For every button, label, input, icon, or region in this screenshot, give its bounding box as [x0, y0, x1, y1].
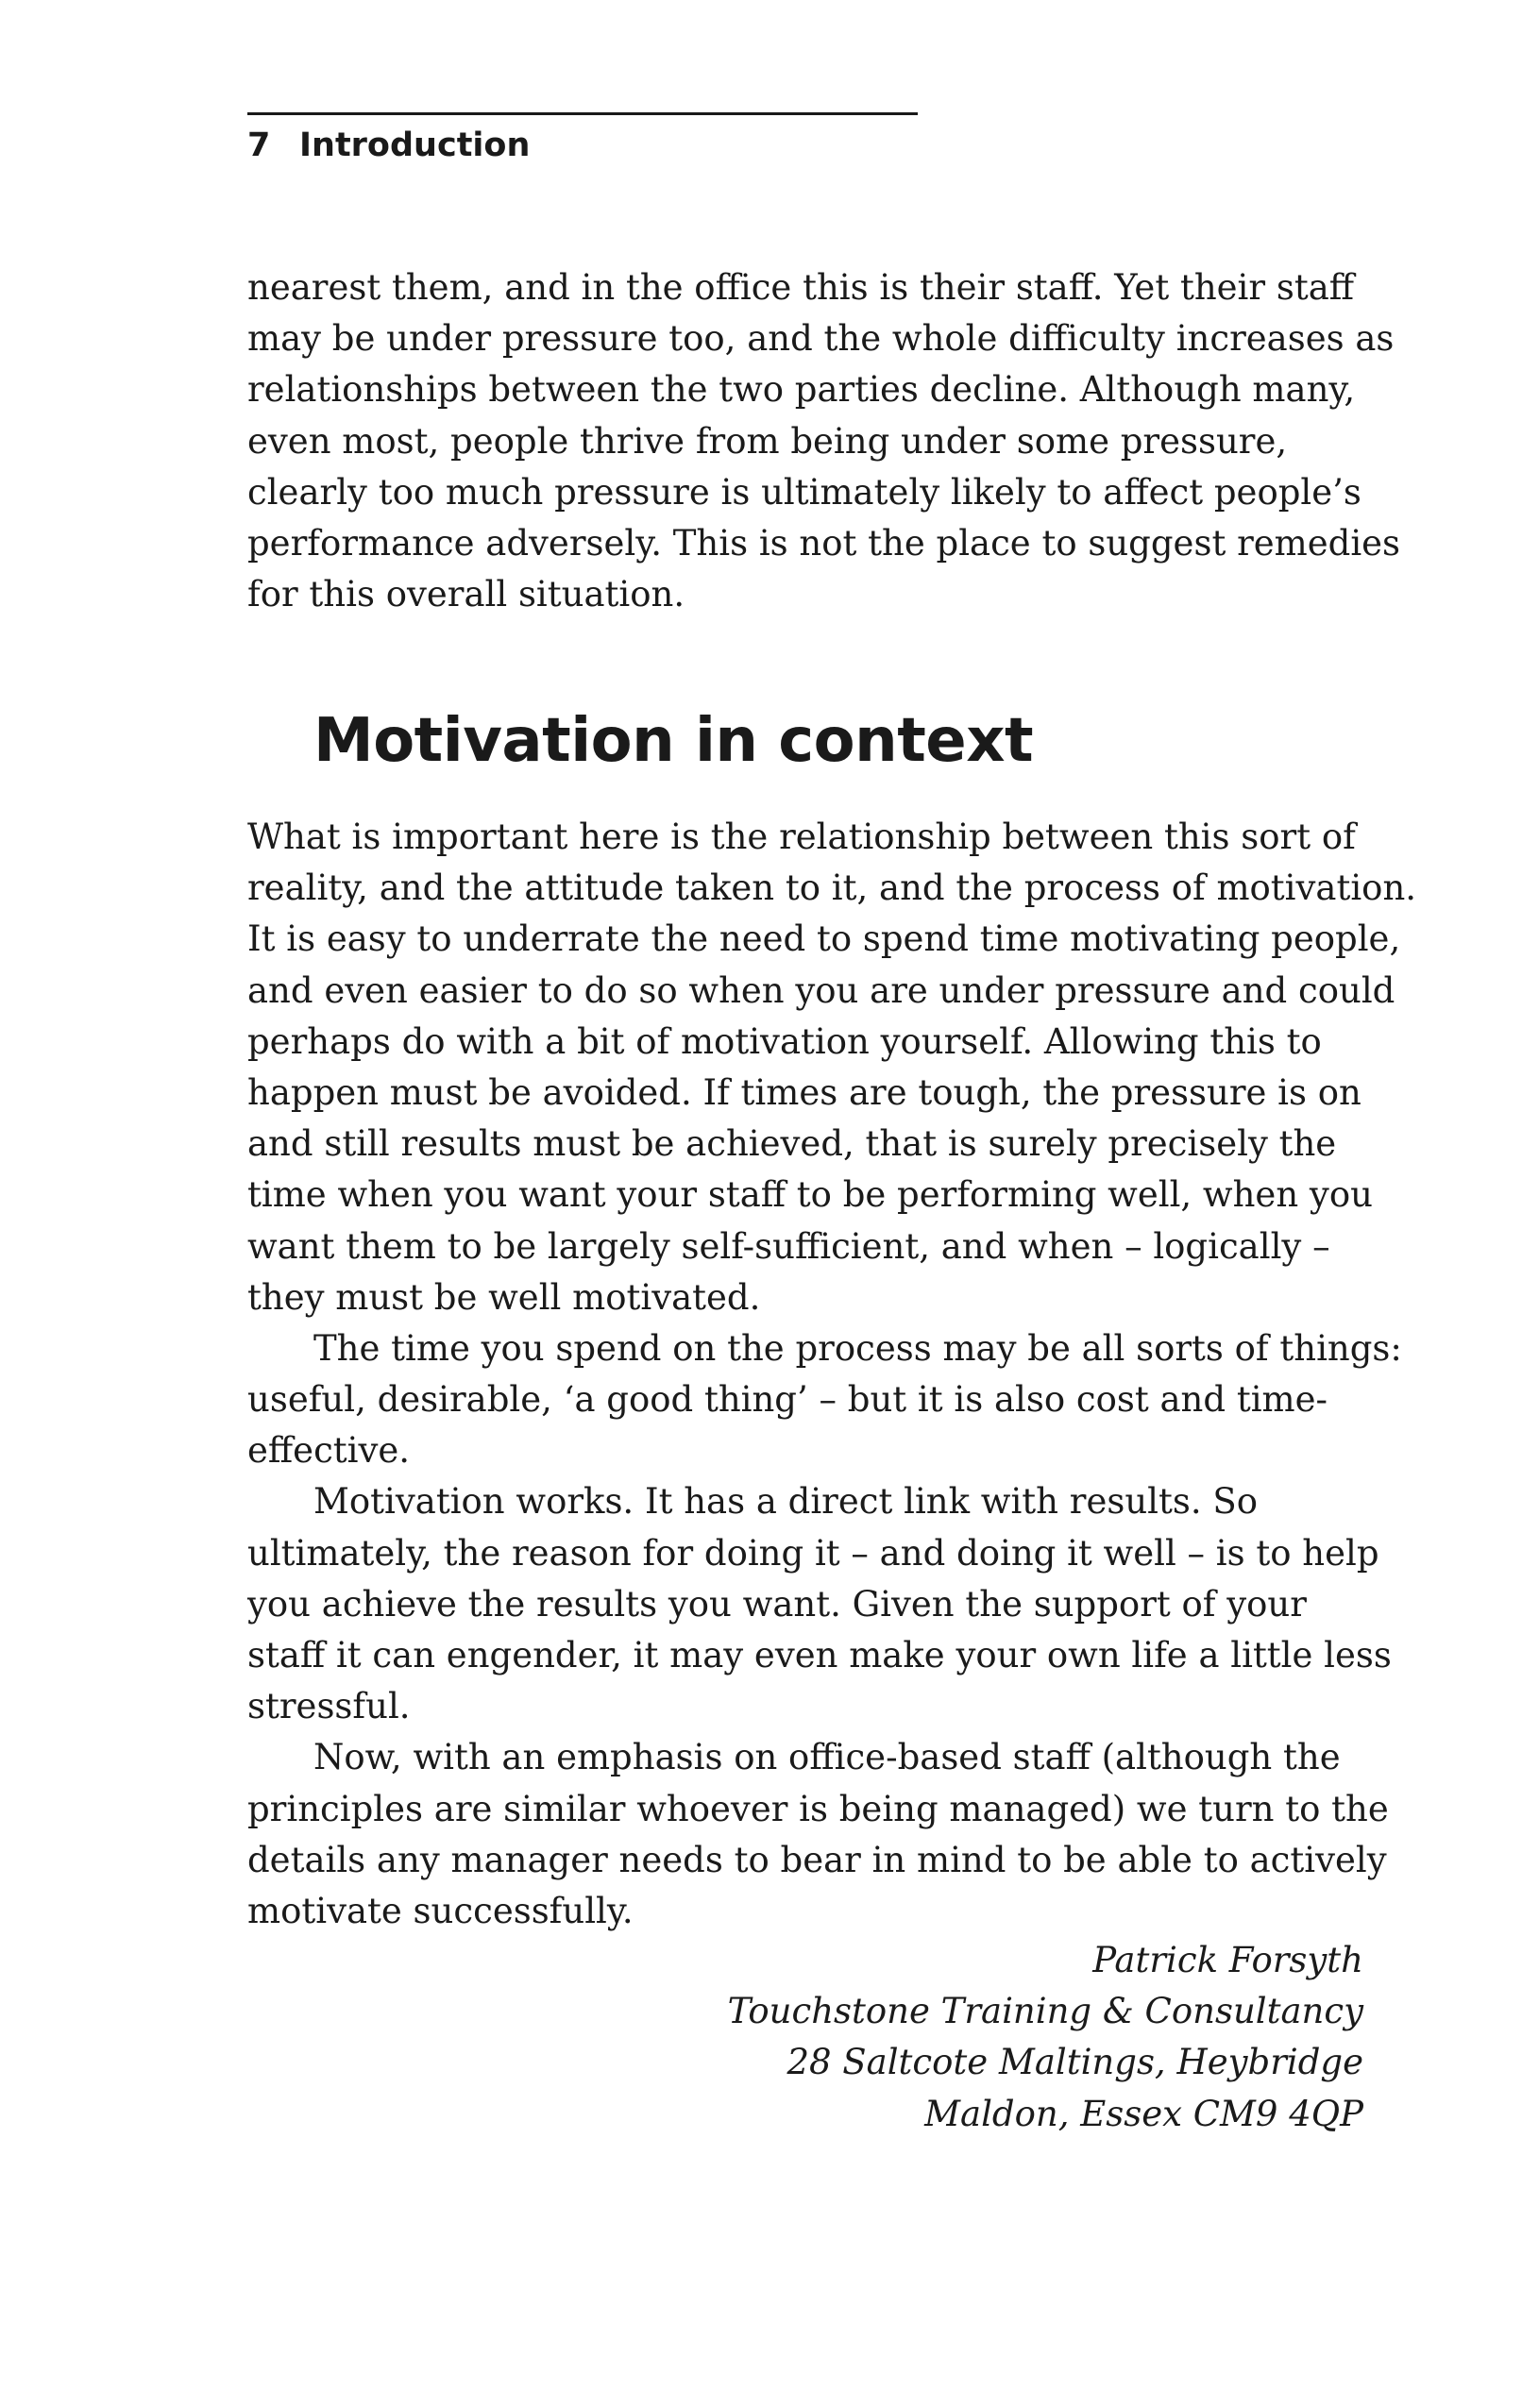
running-head-title: Introduction — [299, 126, 531, 164]
author-name: Patrick Forsyth — [1092, 1940, 1363, 1980]
text-line: clearly too much pressure is ultimately likely to affect people’s — [247, 471, 1361, 513]
paragraph — [247, 1323, 1402, 1477]
text-line: relationships between the two parties decline. Although many, — [247, 369, 1356, 411]
text-line: useful, desirable, ‘a good thing’ – but it is also cost and time- — [247, 1379, 1328, 1421]
text-line: may be under pressure too, and the whole difficulty increases as — [247, 318, 1395, 360]
section-heading: Motivation in context — [313, 706, 1034, 776]
text-line: Motivation works. It has a direct link with results. So — [313, 1481, 1258, 1523]
page-number: 7 — [247, 126, 271, 164]
text-line: time when you want your staff to be performing well, when you — [247, 1174, 1373, 1216]
text-line: even most, people thrive from being under some pressure, — [247, 420, 1288, 462]
text-line: principles are similar whoever is being managed) we turn to the — [247, 1788, 1389, 1829]
text-line: details any manager needs to bear in mind to be able to actively — [247, 1839, 1387, 1880]
paragraph — [247, 812, 1417, 1323]
text-line: and still results must be achieved, that is surely precisely the — [247, 1123, 1337, 1165]
text-line: they must be well motivated. — [247, 1276, 761, 1318]
text-line: It is easy to underrate the need to spend time motivating people, — [247, 918, 1401, 960]
text-line: performance adversely. This is not the place to suggest remedies — [247, 522, 1401, 564]
text-line: stressful. — [247, 1686, 411, 1727]
text-line: perhaps do with a bit of motivation yourself. Allowing this to — [247, 1020, 1322, 1062]
paragraph — [247, 1476, 1399, 1732]
paragraph — [247, 1732, 1399, 1937]
author-company: Touchstone Training & Consultancy — [727, 1991, 1363, 2032]
text-line: nearest them, and in the office this is their staff. Yet their staff — [247, 267, 1355, 308]
address-line: 28 Saltcote Maltings, Heybridge — [786, 2042, 1363, 2083]
address-line: Maldon, Essex CM9 4QP — [924, 2093, 1363, 2134]
text-line: effective. — [247, 1430, 411, 1472]
text-line: and even easier to do so when you are under pressure and could — [247, 969, 1395, 1011]
text-line: What is important here is the relationship between this sort of — [247, 817, 1356, 857]
intro-paragraph — [247, 262, 1399, 620]
header-rule — [247, 112, 918, 115]
text-line: The time you spend on the process may be all sorts of things: — [313, 1327, 1402, 1369]
text-line: ultimately, the reason for doing it – and doing it well – is to help — [247, 1532, 1379, 1574]
text-line: reality, and the attitude taken to it, and the process of motivation. — [247, 867, 1417, 909]
signature-block — [728, 1935, 1363, 2140]
text-line: happen must be avoided. If times are tough, the pressure is on — [247, 1071, 1361, 1113]
main-text — [247, 812, 1417, 1937]
text-line: motivate successfully. — [247, 1890, 634, 1931]
running-head — [247, 126, 530, 164]
text-line: staff it can engender, it may even make your own life a little less — [247, 1635, 1392, 1675]
text-line: you achieve the results you want. Given the support of your — [247, 1583, 1307, 1625]
text-line: want them to be largely self-sufficient, and when – logically – — [247, 1225, 1330, 1267]
text-line: Now, with an emphasis on office-based staff (although the — [313, 1737, 1341, 1778]
text-line: for this overall situation. — [247, 574, 685, 615]
